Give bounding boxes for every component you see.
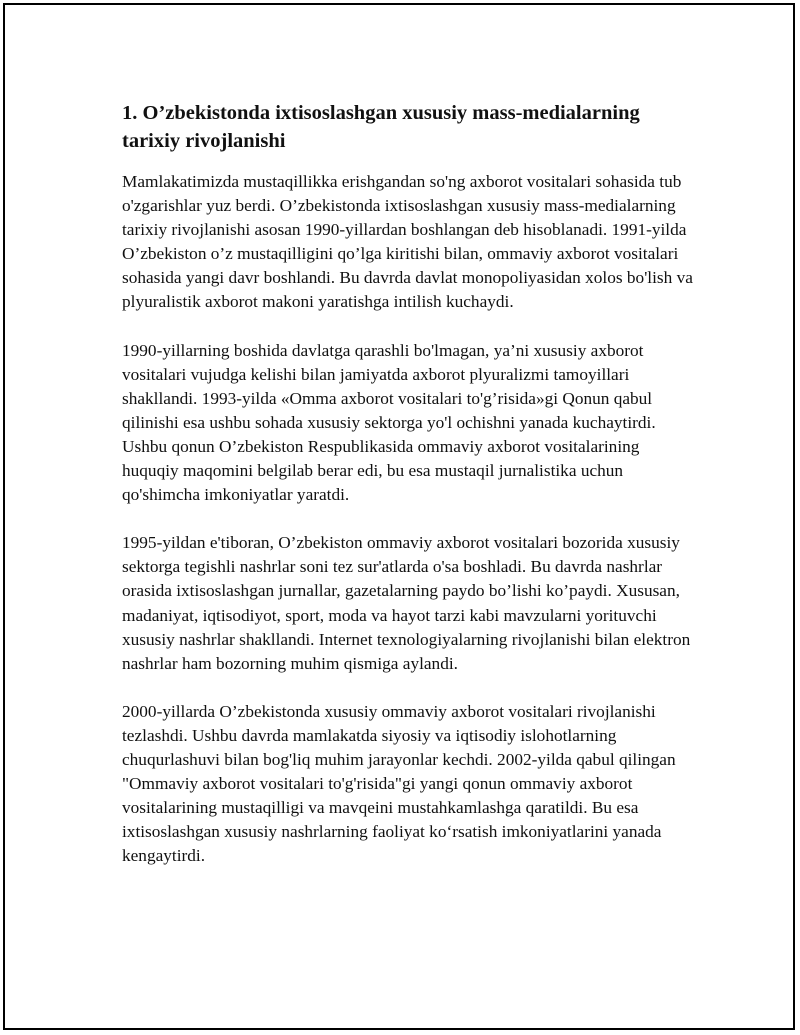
paragraph-1: Mamlakatimizda mustaqillikka erishgandan so'ng axborot vositalari sohasida tub o'zgarishlar yuz berdi. O’zbekistonda ixtisoslashgan xususiy mass-medialarning tarixiy rivojlanishi asosan 1990-yillardan boshlangan deb hisoblanadi. 1991-yilda O’zbekiston o’z mustaqilligini qo’lga kiritishi bilan, ommaviy axborot vositalari sohasida yangi davr boshlandi. Bu davrda davlat monopoliyasidan xolos bo'lish va plyuralistik axborot makoni yaratishga intilish kuchaydi. bbox=[122, 172, 693, 312]
page-frame bbox=[3, 3, 795, 1030]
paragraph-3: 1995-yildan e'tiboran, O’zbekiston ommaviy axborot vositalari bozorida xususiy sektorga tegishli nashrlar soni tez sur'atlarda o'sa boshladi. Bu davrda nashrlar orasida ixtisoslashgan jurnallar, gazetalarning paydo bo’lishi ko’paydi. Xususan, madaniyat, iqtisodiyot, sport, moda va hayot tarzi kabi mavzularni yorituvchi xususiy nashrlar shakllandi. Internet texnologiyalarning rivojlanishi bilan elektron nashrlar ham bozorning muhim qismiga aylandi. bbox=[122, 533, 691, 673]
document-body bbox=[122, 99, 694, 892]
section-title: 1. O’zbekistonda ixtisoslashgan xususiy mass-medialarning tarixiy rivojlanishi bbox=[122, 102, 640, 152]
paragraph-4: 2000-yillarda O’zbekistonda xususiy ommaviy axborot vositalari rivojlanishi tezlashdi. Ushbu davrda mamlakatda siyosiy va iqtisodiy islohotlarning chuqurlashuvi bilan bog'liq muhim jarayonlar kechdi. 2002-yilda qabul qilingan "Ommaviy axborot vositalari to'g'risida"gi yangi qonun ommaviy axborot vositalarining mustaqilligi va mavqeini mustahkamlashga qaratildi. Bu esa ixtisoslashgan xususiy nashrlarning faoliyat ko‘rsatish imkoniyatlarini yanada kengaytirdi. bbox=[122, 701, 676, 866]
paragraph-2: 1990-yillarning boshida davlatga qarashli bo'lmagan, ya’ni xususiy axborot vositalari vujudga kelishi bilan jamiyatda axborot plyuralizmi tamoyillari shakllandi. 1993-yilda «Omma axborot vositalari to'g’risida»gi Qonun qabul qilinishi esa ushbu sohada xususiy sektorga yo'l ochishni yanada kuchaytirdi. Ushbu qonun O’zbekiston Respublikasida ommaviy axborot vositalarining huquqiy maqomini belgilab berar edi, bu esa mustaqil jurnalistika uchun qo'shimcha imkoniyatlar yaratdi. bbox=[122, 340, 656, 505]
